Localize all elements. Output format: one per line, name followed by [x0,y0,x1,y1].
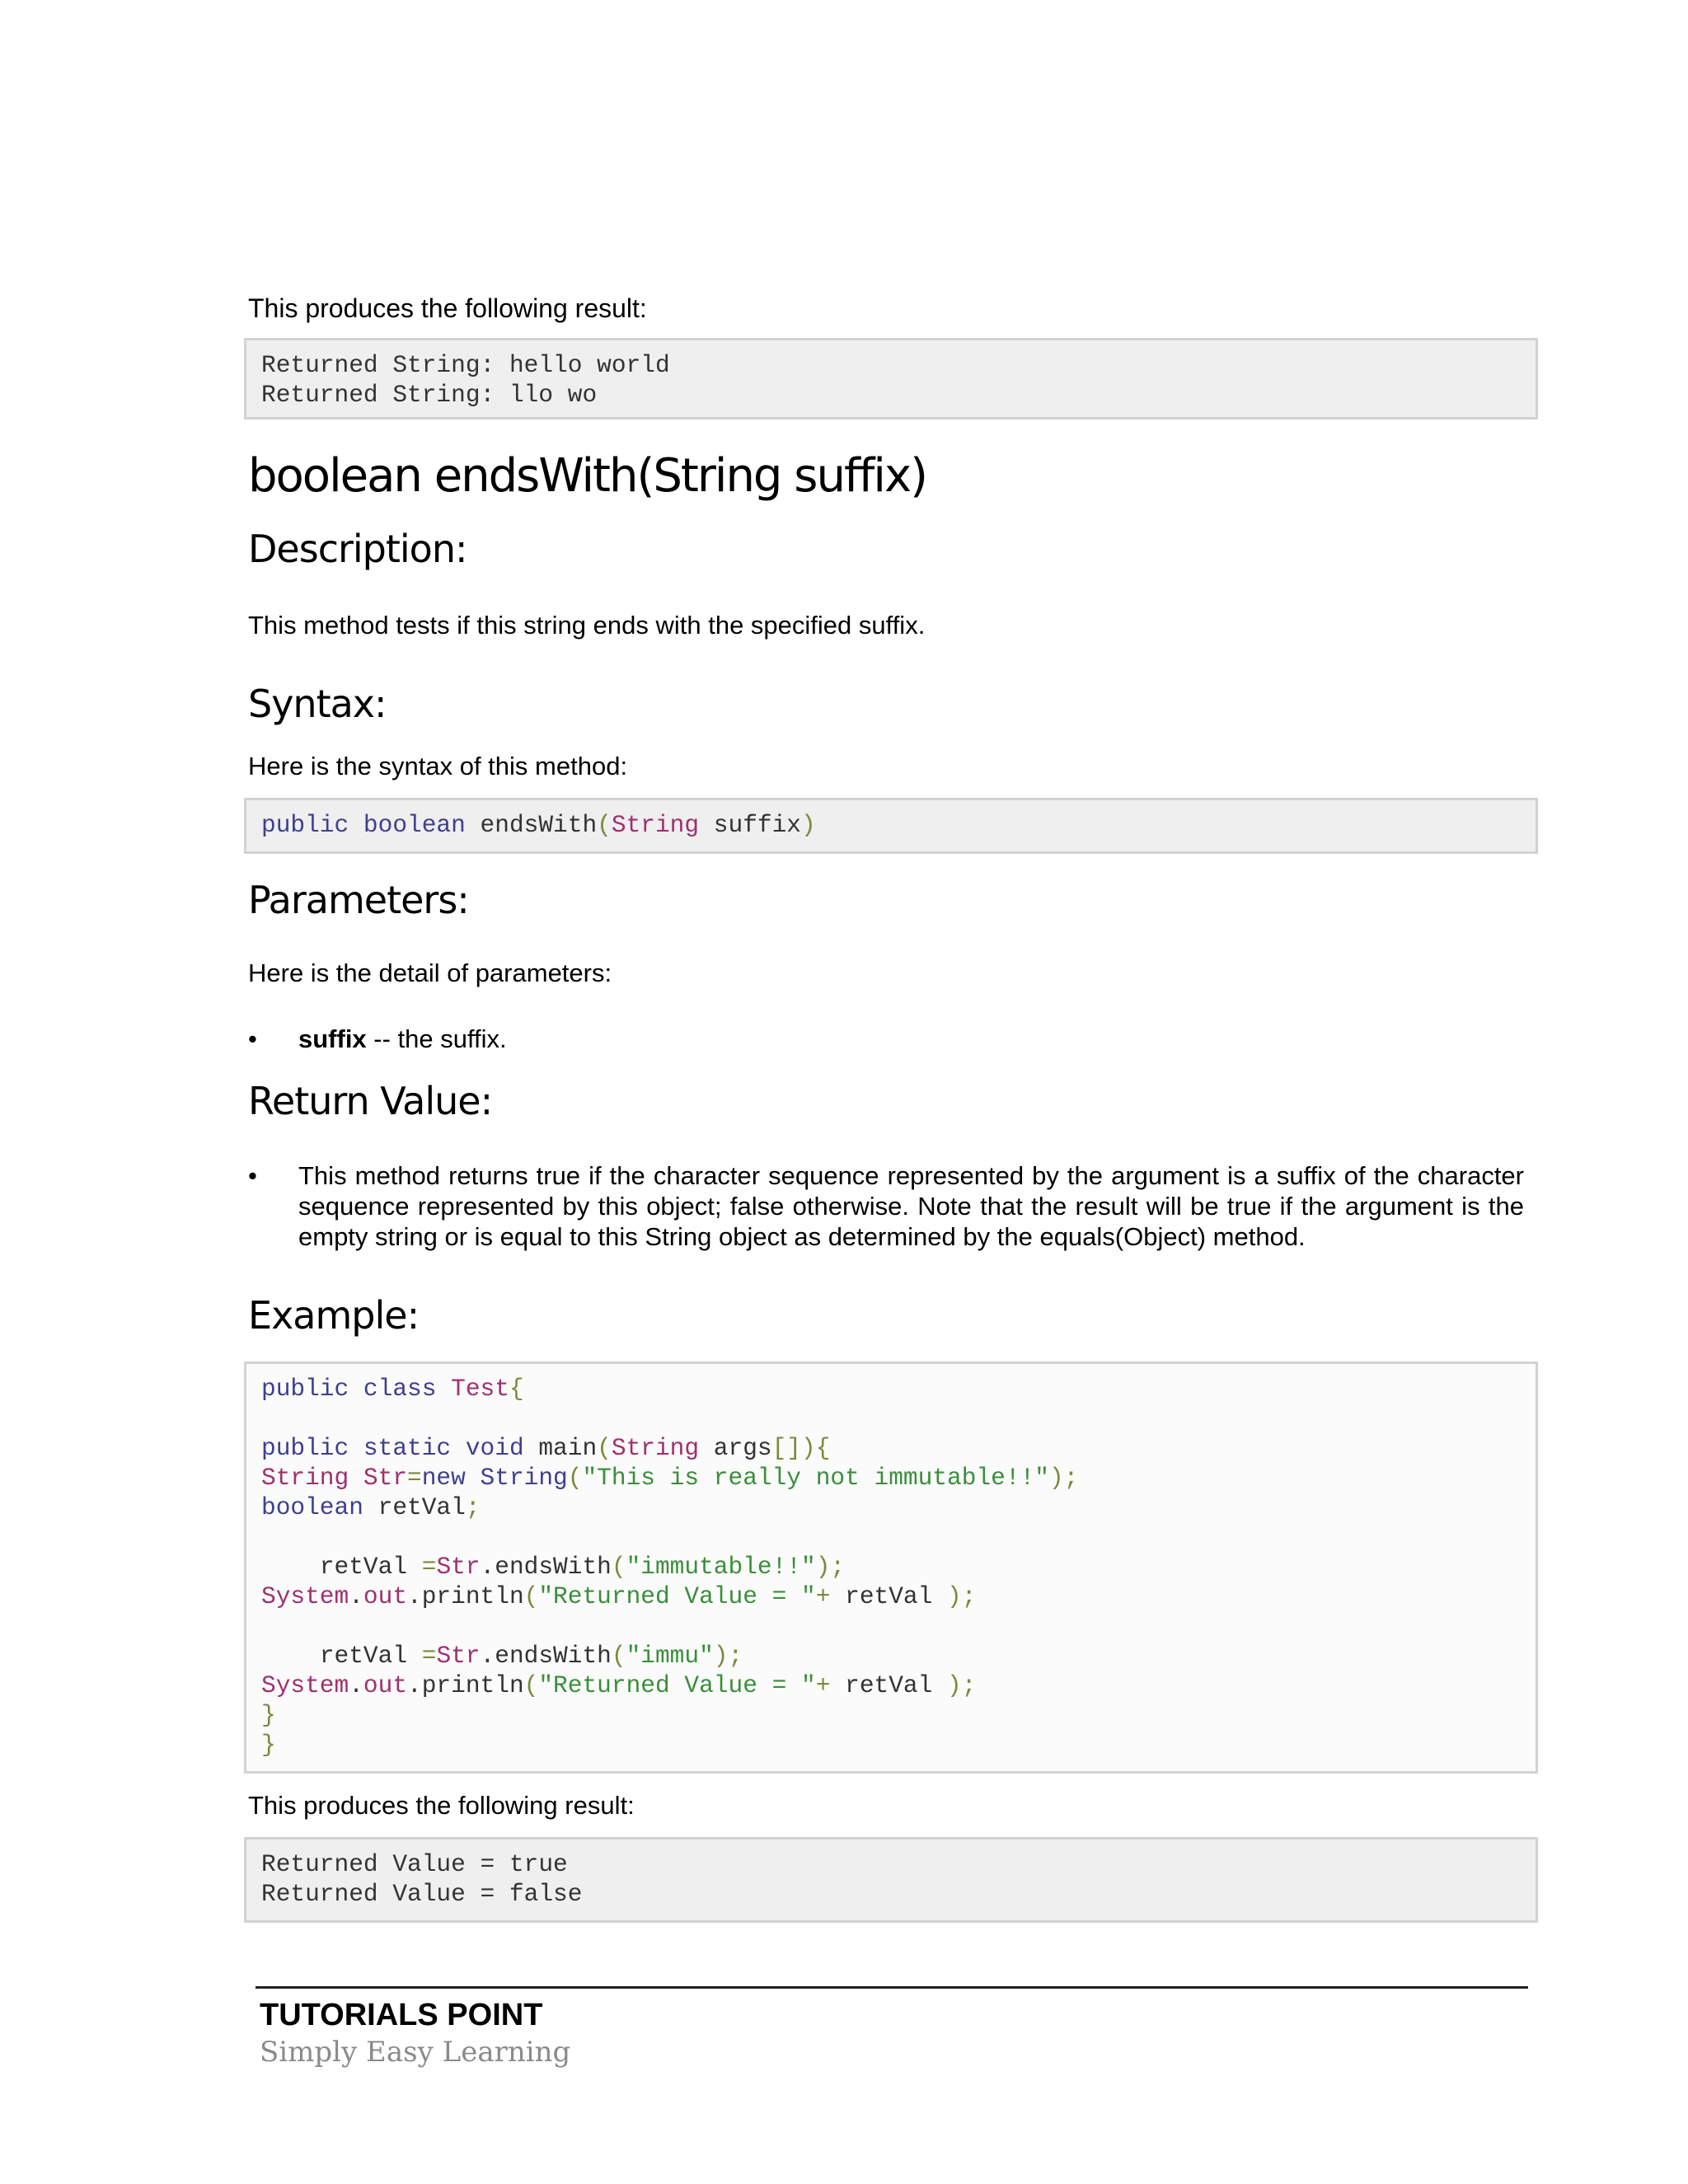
syntax-text: Here is the syntax of this method: [248,752,628,780]
output-line: Returned Value = true [261,1850,568,1878]
code-token: Test [451,1375,509,1403]
code-line [261,1463,1521,1493]
code-token: String Str [261,1464,408,1492]
footer-brand: TUTORIALS POINT [260,1998,543,2032]
parameter-name: suffix [298,1024,367,1053]
code-token: ); [713,1642,743,1670]
code-line [261,1552,1521,1582]
parameters-heading: Parameters: [248,878,469,922]
code-token: + [815,1582,831,1610]
code-token: public class [261,1375,437,1403]
code-token: retVal [377,1493,466,1521]
code-token: "Returned Value = " [538,1582,816,1610]
output-line: Returned String: hello world [261,351,670,379]
code-line [261,1493,1521,1522]
code-line [261,1582,1521,1611]
output-line: Returned String: llo wo [261,381,598,409]
code-token: suffix [713,811,802,839]
code-token: } [261,1731,276,1759]
code-line [261,1433,1521,1463]
code-token: ( [611,1553,626,1581]
bullet-icon: • [248,1161,257,1190]
code-line [261,1641,1521,1671]
code-token: ( [597,1434,612,1462]
return-value-text: This method returns true if the character sequence represented by the argument is a suffix of the character sequence represented by this object; false otherwise. Note that the result will be true if the argument is the empty string or is equal to this String object as determined by the equals(Object) method. [298,1161,1524,1251]
code-line [261,810,1521,840]
footer-divider [256,1986,1528,1989]
bullet-icon: • [248,1024,257,1053]
code-token: { [509,1375,524,1403]
code-token: ( [567,1464,583,1492]
code-token: retVal [845,1671,933,1699]
code-token: . [349,1671,363,1699]
parameter-desc: -- the suffix. [366,1024,507,1053]
code-token: ( [523,1671,539,1699]
code-token: .endsWith [480,1553,612,1581]
code-token: System [261,1671,349,1699]
syntax-heading: Syntax: [248,682,387,726]
code-token: "Returned Value = " [538,1671,816,1699]
code-token: out [363,1582,408,1610]
code-token: public static void [261,1434,524,1462]
code-line [261,1671,1521,1700]
code-line [261,1404,1521,1433]
code-token: "This is really not immutable!!" [582,1464,1049,1492]
code-line [261,1374,1521,1404]
code-token: ); [947,1582,977,1610]
result-output-block-2 [244,1837,1538,1923]
code-line [261,1611,1521,1641]
code-token: retVal [319,1553,408,1581]
code-token: ); [1048,1464,1079,1492]
parameter-list-item [248,1024,1524,1054]
output-line: Returned Value = false [261,1880,583,1908]
return-value-list-item [248,1160,1524,1252]
example-code-block [244,1361,1538,1774]
code-token: args [713,1434,772,1462]
code-token: . [349,1582,363,1610]
code-token: ); [947,1671,977,1699]
code-token: ); [815,1553,846,1581]
code-token: ; [465,1493,481,1521]
code-token: = [421,1642,437,1670]
code-line [261,1730,1521,1760]
code-token: main [538,1434,598,1462]
code-token: retVal [319,1642,408,1670]
code-token: = [421,1553,437,1581]
code-token: ( [611,1642,626,1670]
code-line [261,1522,1521,1552]
code-token: "immutable!!" [626,1553,816,1581]
parameters-text: Here is the detail of parameters: [248,958,612,987]
result-output-block-1 [244,338,1538,419]
code-token: "immu" [626,1642,714,1670]
code-token: ( [597,811,612,839]
code-token: String [611,1434,700,1462]
code-token: []){ [771,1434,831,1462]
code-token: retVal [845,1582,933,1610]
code-token: out [363,1671,408,1699]
description-text: This method tests if this string ends with the specified suffix. [248,611,926,640]
code-token: boolean [363,811,466,839]
result-intro-text-2: This produces the following result: [248,1791,635,1820]
code-token: public [261,811,349,839]
syntax-code-block [244,798,1538,854]
code-line [261,1700,1521,1730]
code-token: ( [523,1582,539,1610]
code-token: Str [436,1553,481,1581]
code-token: boolean [261,1493,363,1521]
result-intro-text: This produces the following result: [248,293,647,323]
code-token: String [480,1464,568,1492]
code-token: new [421,1464,466,1492]
code-token: .println [407,1582,524,1610]
code-token: endsWith [480,811,598,839]
code-token: System [261,1582,349,1610]
code-token: Str [436,1642,481,1670]
code-token: ) [801,811,816,839]
code-token: .println [407,1671,524,1699]
code-token: } [261,1701,276,1729]
method-title: boolean endsWith(String suffix) [248,449,926,503]
description-heading: Description: [248,527,467,571]
return-value-heading: Return Value: [248,1079,493,1123]
code-token: .endsWith [480,1642,612,1670]
code-token: = [407,1464,422,1492]
example-heading: Example: [248,1293,420,1338]
code-token: String [611,811,700,839]
footer-tagline: Simply Easy Learning [260,2036,571,2069]
code-token: + [815,1671,831,1699]
